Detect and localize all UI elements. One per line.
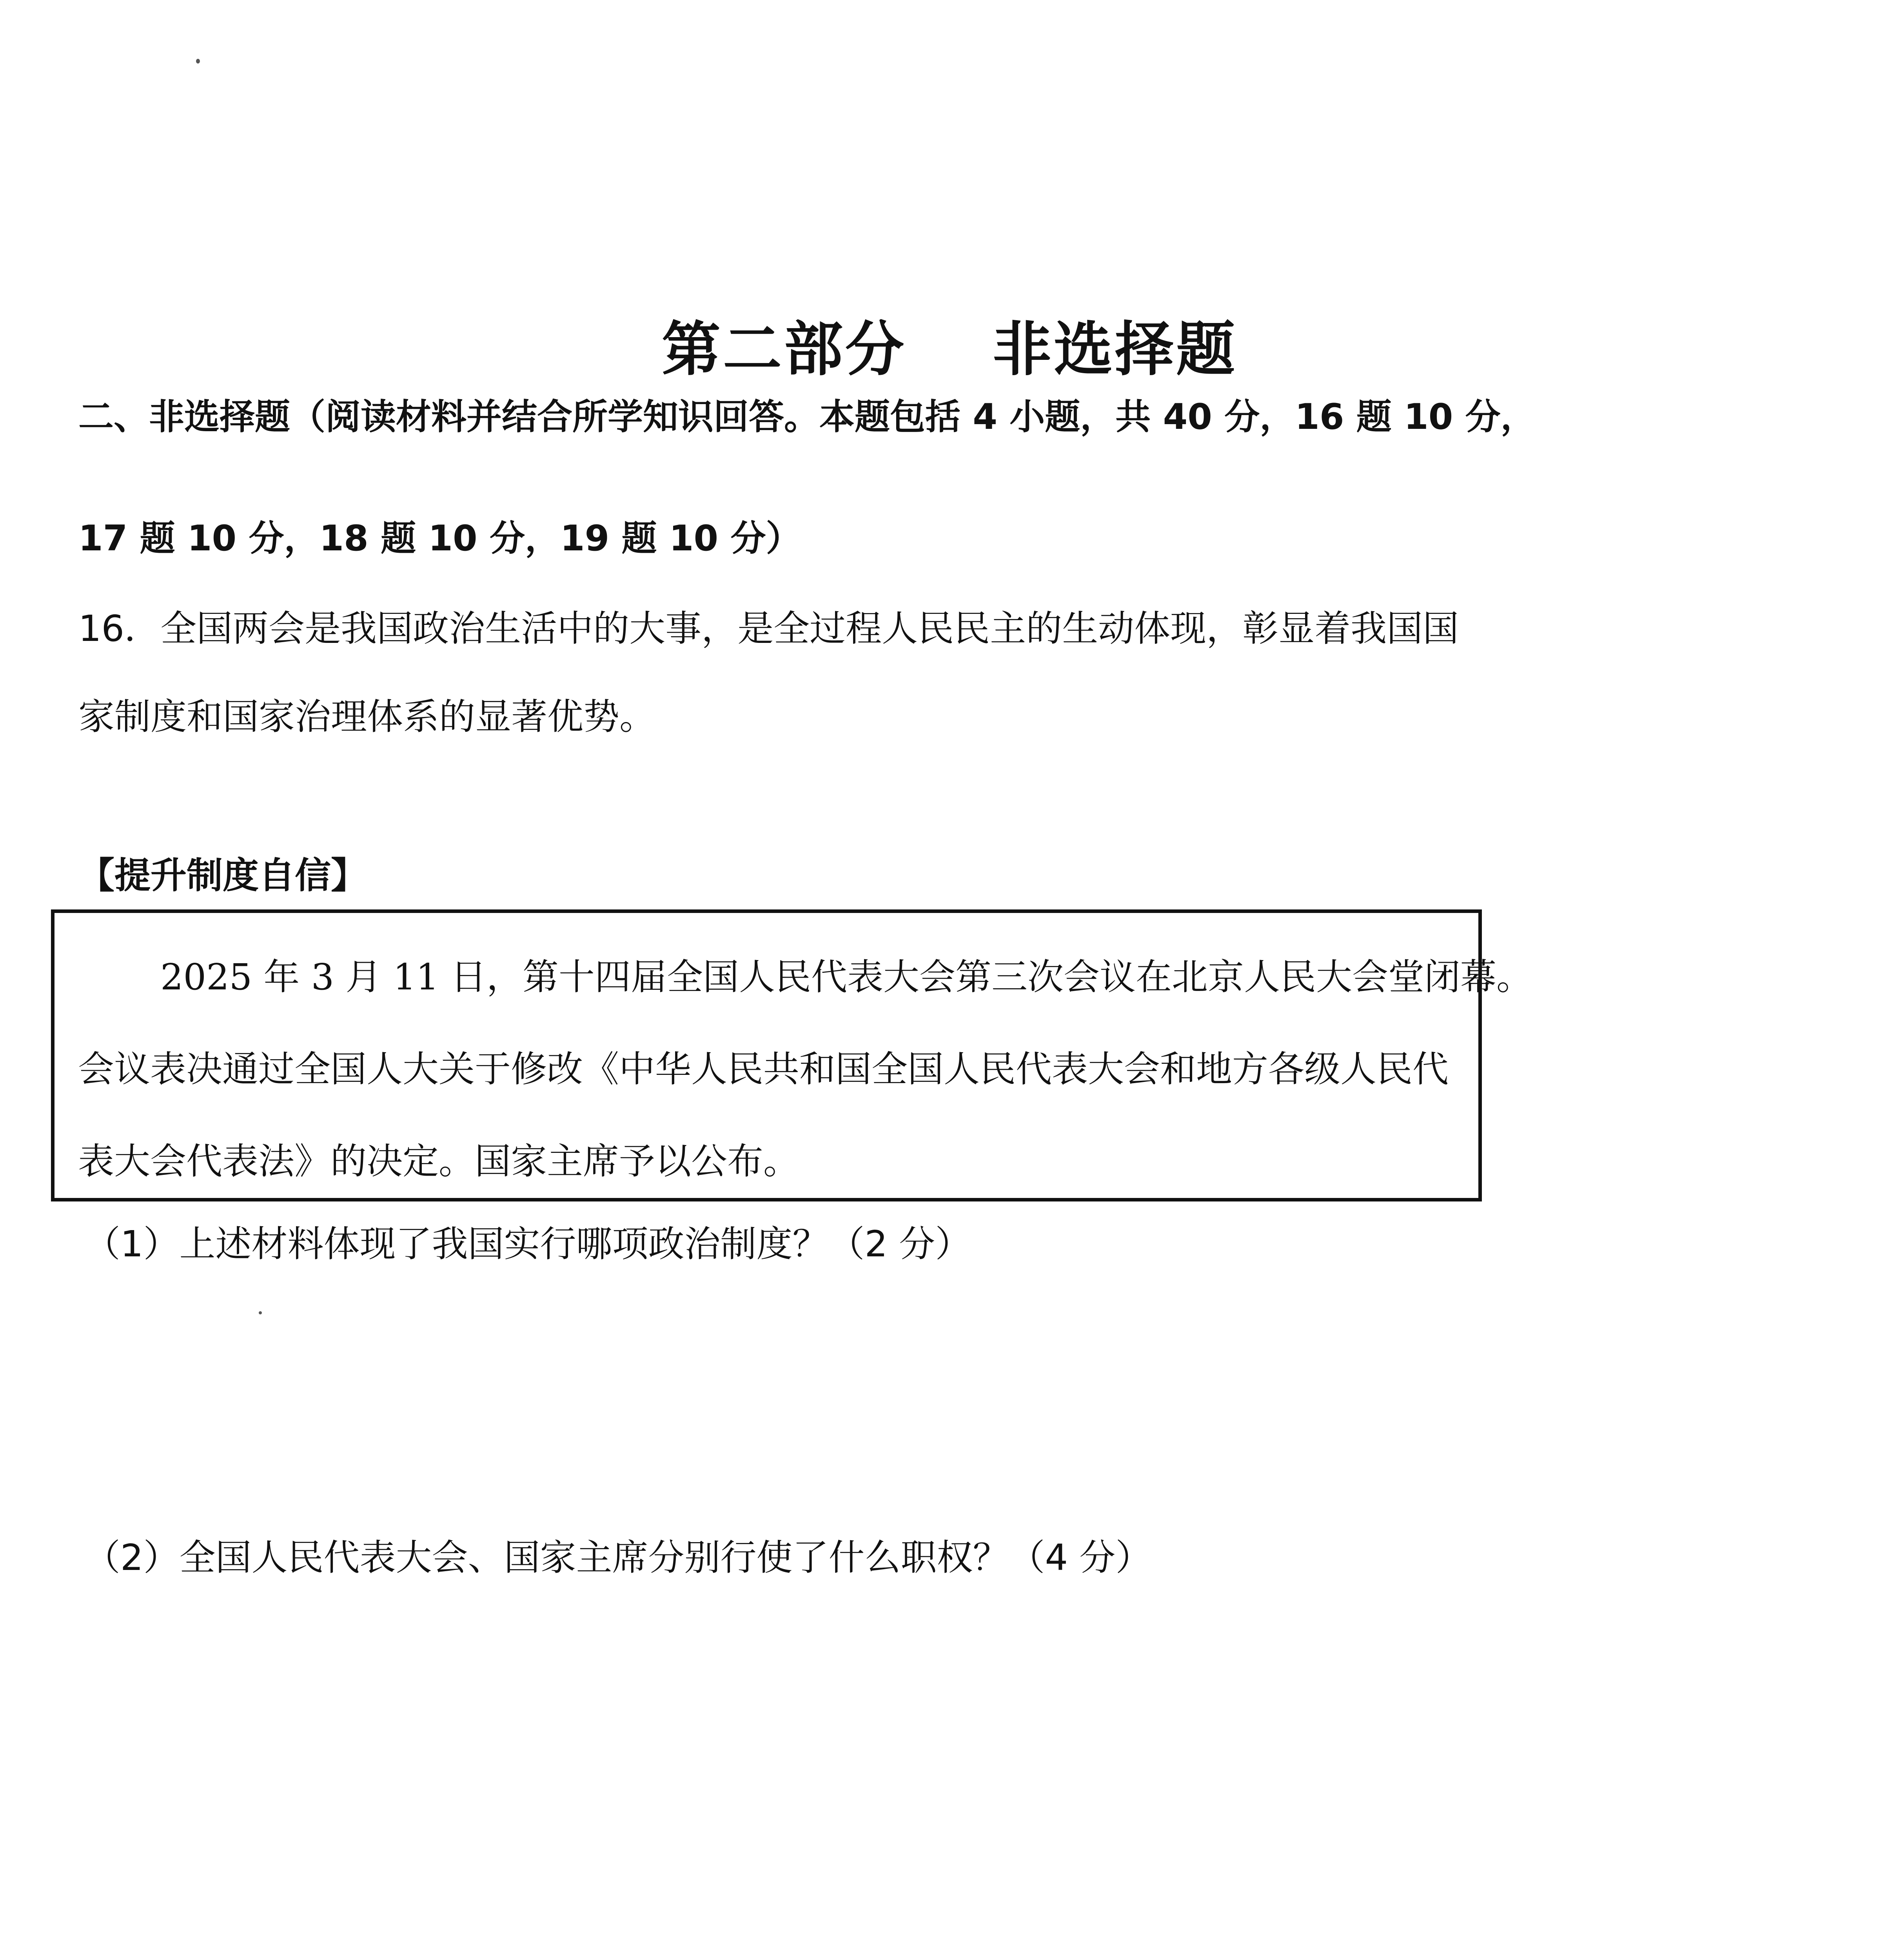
section-instructions-line2: 17 题 10 分，18 题 10 分，19 题 10 分） xyxy=(78,518,801,559)
material-line: 会议表决通过全国人大关于修改《中华人民共和国全国人民代表大会和地方各级人民代 xyxy=(78,1048,1449,1090)
scan-speck xyxy=(196,59,200,64)
material-box xyxy=(51,909,1532,1201)
part-title-left: 第二部分 xyxy=(661,316,906,384)
section-instructions-line1: 二、非选择题（阅读材料并结合所学知识回答。本题包括 4 小题，共 40 分，16 题 10 分， xyxy=(78,396,1536,437)
scan-speck xyxy=(259,1311,262,1314)
material-line: 表大会代表法》的决定。国家主席予以公布。 xyxy=(78,1140,800,1182)
part-title xyxy=(0,302,1899,387)
part-title-right: 非选择题 xyxy=(993,316,1238,384)
sub-question-1: （1）上述材料体现了我国实行哪项政治制度？（2 分） xyxy=(84,1223,971,1265)
q16-intro-line1: 16．全国两会是我国政治生活中的大事，是全过程人民民主的生动体现，彰显着我国国 xyxy=(78,608,1459,650)
block1-heading: 【提升制度自信】 xyxy=(78,855,367,897)
material-line: 2025 年 3 月 11 日，第十四届全国人民代表大会第三次会议在北京人民大会堂闭幕。 xyxy=(160,956,1532,998)
sub-question-2: （2）全国人民代表大会、国家主席分别行使了什么职权？（4 分） xyxy=(84,1537,1152,1579)
q16-intro-line2: 家制度和国家治理体系的显著优势。 xyxy=(78,696,656,738)
